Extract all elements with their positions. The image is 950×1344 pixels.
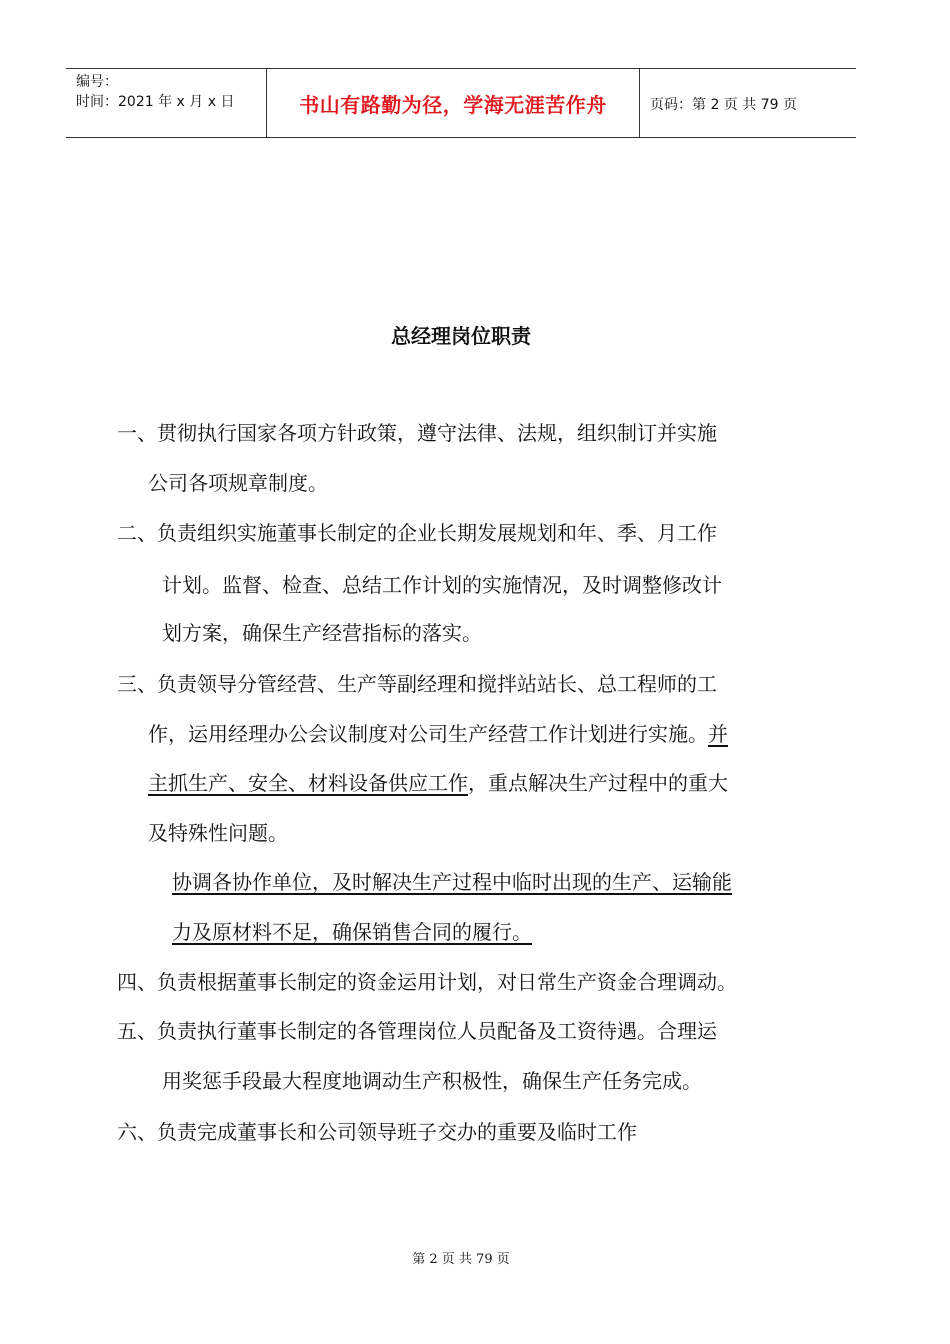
clause-3-line-3: [148, 770, 728, 796]
clause-1-line-2: 公司各项规章制度。: [148, 471, 328, 495]
clause-1-line-1: 一、贯彻执行国家各项方针政策，遵守法律、法规，组织制订并实施: [117, 421, 717, 445]
clause-5-line-1: 五、负责执行董事长制定的各管理岗位人员配备及工资待遇。合理运: [117, 1019, 717, 1043]
document-number-label: 编号：: [76, 74, 118, 90]
clause-2-line-2: 计划。监督、检查、总结工作计划的实施情况，及时调整修改计: [162, 573, 722, 597]
clause-4-line-1: 四、负责根据董事长制定的资金运用计划，对日常生产资金合理调动。: [117, 970, 737, 994]
clause-3-line-3-rest: ，重点解决生产过程中的重大: [468, 771, 728, 795]
coordination-line-2: 力及原材料不足，确保销售合同的履行。: [172, 920, 532, 944]
header-page-info: 页码：第 2 页 共 79 页: [650, 97, 797, 113]
clause-2-line-1: 二、负责组织实施董事长制定的企业长期发展规划和年、季、月工作: [117, 521, 717, 545]
clause-3-line-2: [148, 721, 728, 747]
clause-3-underlined-text: 主抓生产、安全、材料设备供应工作: [148, 771, 468, 795]
header-meta-cell: [66, 69, 267, 137]
clause-3-line-2-text: 作，运用经理办公会议制度对公司生产经营工作计划进行实施。: [148, 722, 708, 746]
clause-3-line-4: 及特殊性问题。: [148, 821, 288, 845]
header-motto-cell: [267, 69, 640, 137]
clause-6-line-1: 六、负责完成董事长和公司领导班子交办的重要及临时工作: [117, 1120, 637, 1144]
document-time-label: 时间：2021 年 x 月 x 日: [76, 94, 235, 110]
clause-3-underlined-start: 并: [708, 722, 728, 746]
clause-3-line-1: 三、负责领导分管经营、生产等副经理和搅拌站站长、总工程师的工: [117, 672, 717, 696]
clause-2-line-3: 划方案，确保生产经营指标的落实。: [162, 621, 482, 645]
coordination-line-1: 协调各协作单位，及时解决生产过程中临时出现的生产、运输能: [172, 870, 732, 894]
clause-5-line-2: 用奖惩手段最大程度地调动生产积极性，确保生产任务完成。: [162, 1069, 702, 1093]
page-footer: 第 2 页 共 79 页: [412, 1252, 510, 1267]
header-page-cell: [640, 69, 856, 137]
header-table: [66, 68, 856, 138]
motto-text: 书山有路勤为径，学海无涯苦作舟: [299, 93, 607, 117]
document-title: 总经理岗位职责: [391, 324, 531, 348]
